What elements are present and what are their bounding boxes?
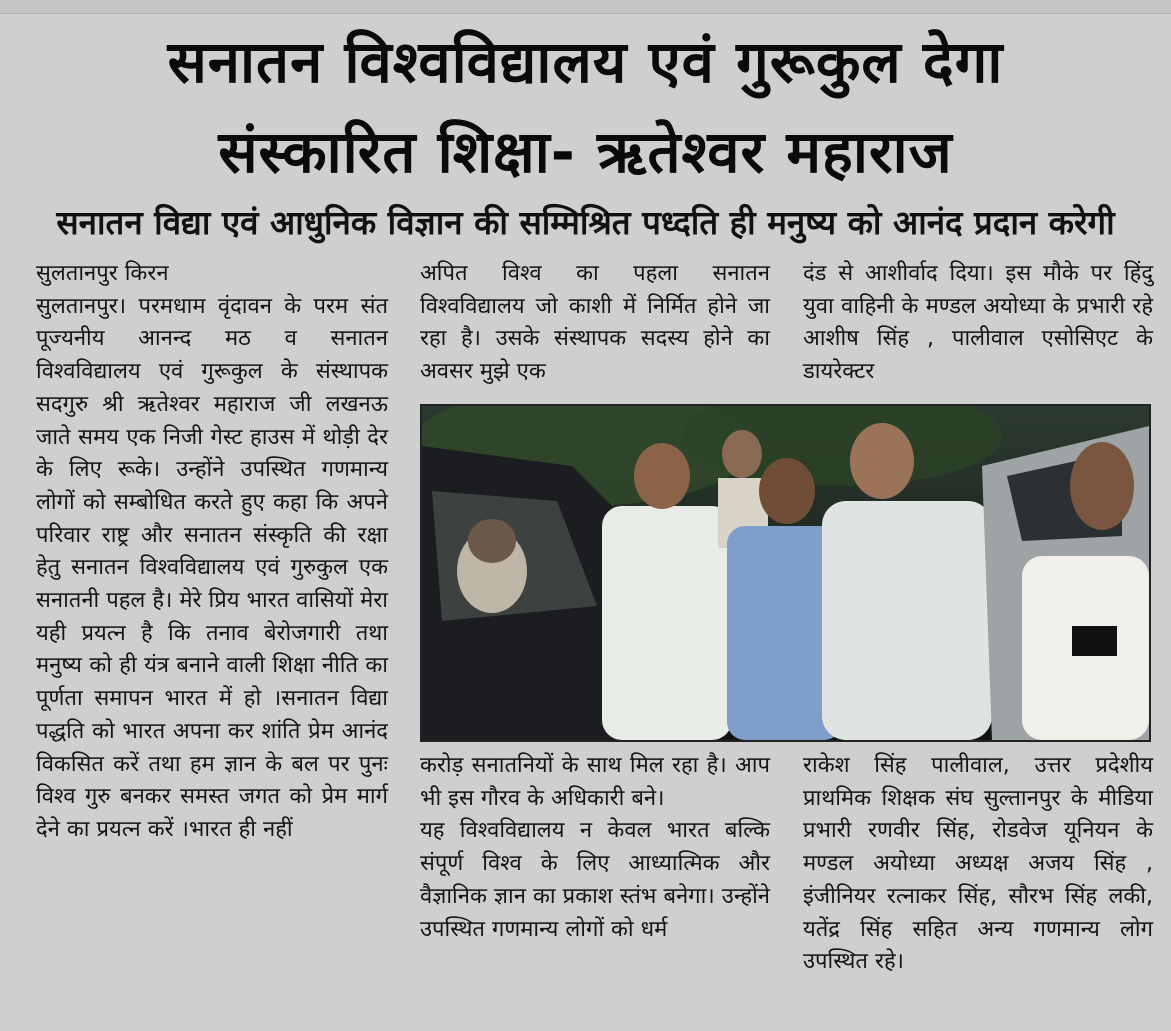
column-3-top-text: दंड से आशीर्वाद दिया। इस मौके पर हिंदु युवा वाहिनी के मण्डल अयोध्या के प्रभारी रहे आशीष सिंह , पालीवाल एसोसिएट के डायरेक्टर <box>803 261 1153 385</box>
previous-article-strip <box>0 0 1171 14</box>
column-2-top-text: अपित विश्व का पहला सनातन विश्वविद्यालय जो काशी में निर्मित होने जा रहा है। उसके संस्थापक सदस्य होने का अवसर मुझे एक <box>420 261 770 385</box>
column-2-bottom-p1: करोड़ सनातनियों के साथ मिल रहा है। आप भी इस गौरव के अधिकारी बने। <box>420 753 770 811</box>
article-column-1 <box>36 258 388 847</box>
article-column-2-bottom <box>420 750 770 946</box>
article-column-2-top <box>420 258 770 389</box>
photo-illustration <box>422 406 1149 740</box>
article-column-3-bottom <box>803 750 1153 979</box>
column-2-bottom-p2: यह विश्वविद्यालय न केवल भारत बल्कि संपूर्ण विश्व के लिए आध्यात्मिक और वैज्ञानिक ज्ञान का प्रकाश स्तंभ बनेगा। उन्होंने उपस्थित गणमान्य लोगों को धर्म <box>420 818 770 942</box>
column-3-bottom-text: राकेश सिंह पालीवाल, उत्तर प्रदेशीय प्राथमिक शिक्षक संघ सुल्तानपुर के मीडिया प्रभारी रणवीर सिंह, रोडवेज यूनियन के मण्डल अयोध्या अध्यक्ष अजय सिंह , इंजीनियर रत्नाकर सिंह, सौरभ सिंह लकी, यतेंद्र सिंह सहित अन्य गणमान्य लोग उपस्थित रहे। <box>803 753 1153 975</box>
article-column-3-top <box>803 258 1153 389</box>
headline-line-1: सनातन विश्वविद्यालय एवं गुरूकुल देगा <box>167 28 1004 96</box>
headline-line-2: संस्कारित शिक्षा- ऋतेश्वर महाराज <box>218 118 953 186</box>
subheadline: सनातन विद्या एवं आधुनिक विज्ञान की सम्मिश्रित पध्दति ही मनुष्य को आनंद प्रदान करेगी <box>56 203 1115 242</box>
news-photo <box>420 404 1151 742</box>
column-1-text: सुलतानपुर। परमधाम वृंदावन के परम संत पूज्यनीय आनन्द मठ व सनातन विश्वविद्यालय एवं गुरूकुल के संस्थापक सदगुरु श्री ऋतेश्वर महाराज जी लखनऊ जाते समय एक निजी गेस्ट हाउस में थोड़ी देर के लिए रूके। उन्होंने उपस्थित गणमान्य लोगों को सम्बोधित करते हुए कहा कि अपने परिवार राष्ट्र और सनातन संस्कृति की रक्षा हेतु सनातन विश्वविद्यालय एवं गुरुकुल एक सनातनी पहल है। मेरे प्रिय भारत वासियों मेरा यही प्रयत्न है कि तनाव बेरोजगारी तथा मनुष्य को ही यंत्र बनाने वाली शिक्षा नीति का पूर्णता समापन भारत में हो ।सनातन विद्या पद्धति को भारत अपना कर शांति प्रेम आनंद विकसित करें तथा हम ज्ञान के बल पर पुनः विश्व गुरु बनकर समस्त जगत को प्रेम मार्ग देने का प्रयत्न करें ।भारत ही नहीं <box>36 293 388 842</box>
dateline: सुलतानपुर किरन <box>36 261 169 286</box>
